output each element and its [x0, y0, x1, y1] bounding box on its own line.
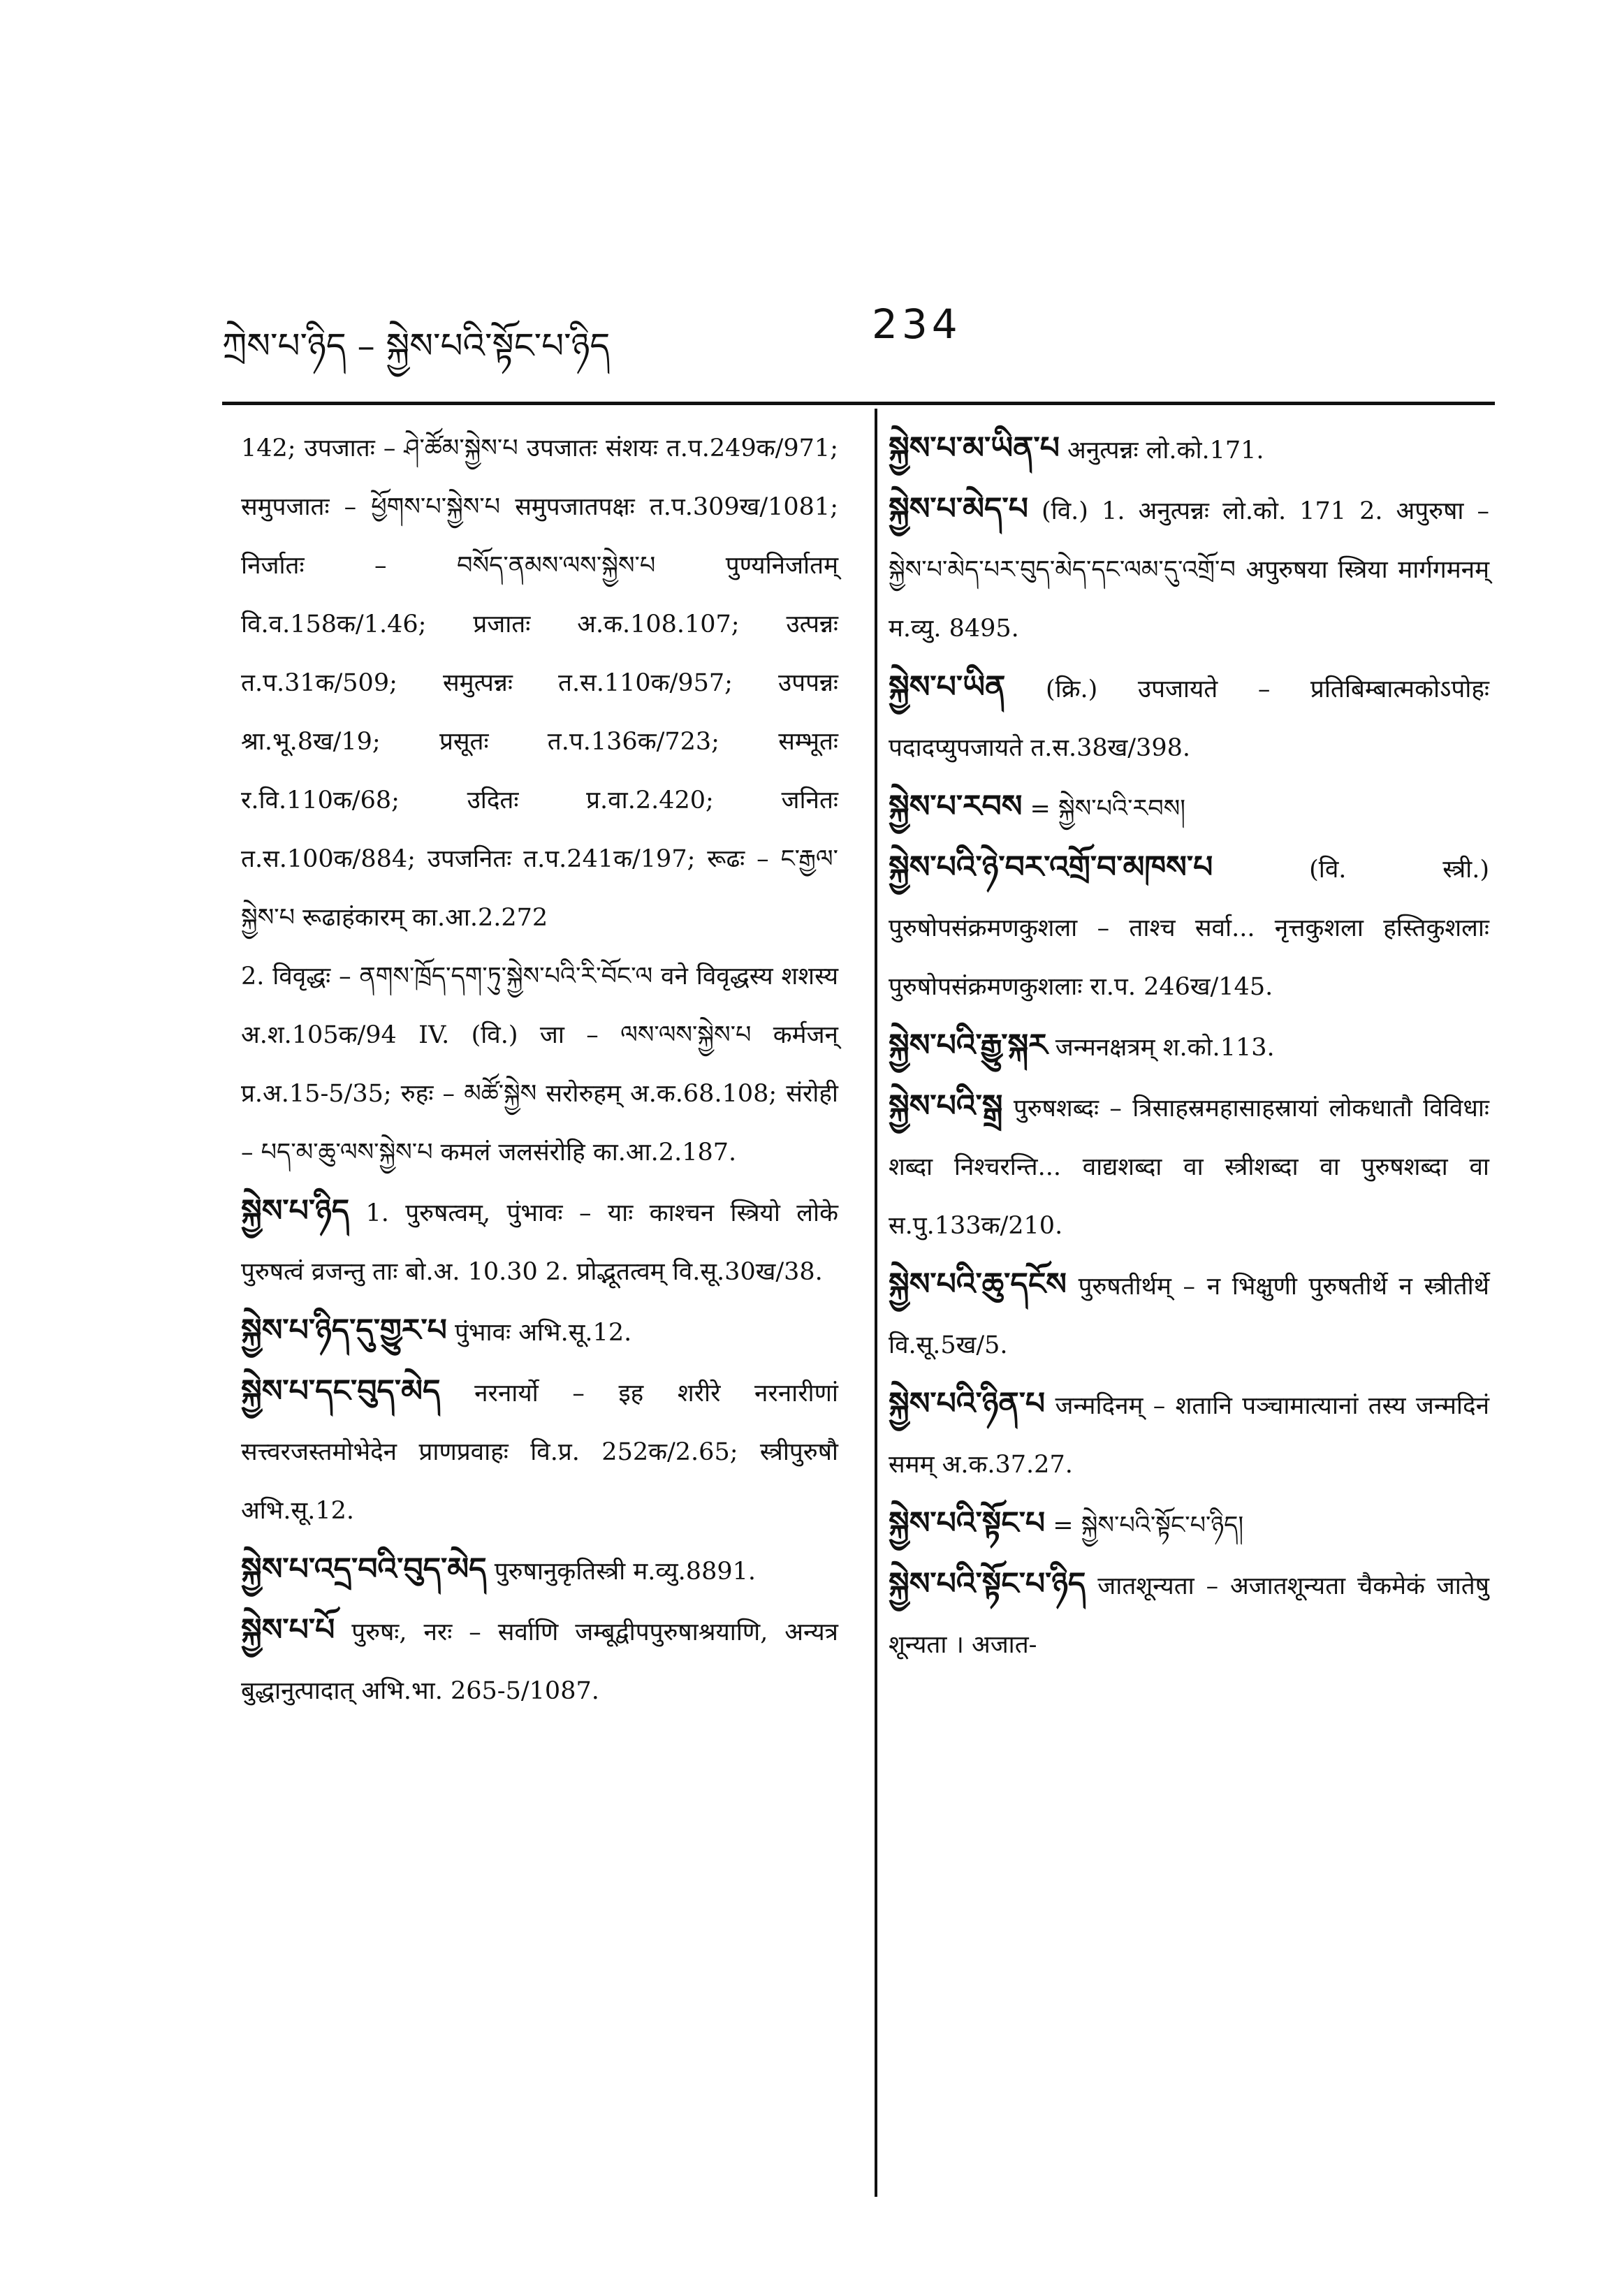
entry-headword: སྐྱེས་པའི་ཉིན་པ	[889, 1386, 1046, 1421]
entry-definition: नरनार्यो – इह शरीरे नरनारीणां सत्त्वरजस्तमोभेदेन प्राणप्रवाहः वि.प्र. 252क/2.65; स्त्रीपुरुषौ अभि.सू.12.	[241, 1380, 838, 1525]
entry-headword: སྐྱེས་པ་དང་བུད་མེད	[241, 1373, 441, 1409]
header-rule	[222, 402, 1495, 405]
continuation-paragraph: 2. विवृद्धः – ནགས་ཁྲོད་དག་ཏུ་སྐྱེས་པའི་རི་བོང་ལ वने विवृद्धस्य शशस्य अ.श.105क/94 IV. (वि.) जा – ལས་ལས་སྐྱེས་པ कर्मजन् प्र.अ.15-5/35; रुहः – མཚོ་སྐྱེས सरोरुहम् अ.क.68.108; संरोही – པད་མ་ཆུ་ལས་སྐྱེས་པ कमलं जलसंरोहि का.आ.2.187.	[241, 963, 838, 1167]
page-number: 234	[872, 300, 962, 348]
continuation-paragraph: 142; उपजातः – ཤེ་ཚོམ་སྐྱེས་པ उपजातः संशयः त.प.249क/971; समुपजातः – ཕྱོགས་པ་སྐྱེས་པ समुपजातपक्षः त.प.309ख/1081; निर्जातः – བསོད་ནམས་ལས་སྐྱེས་པ पुण्यनिर्जातम् वि.व.158क/1.46; प्रजातः अ.क.108.107; उत्पन्नः त.प.31क/509; समुत्पन्नः त.स.110क/957; उपपन्नः श्रा.भू.8ख/19; प्रसूतः त.प.136क/723; सम्भूतः र.वि.110क/68; उदितः प्र.वा.2.420; जनितः त.स.100क/884; उपजनितः त.प.241क/197; रूढः – ང་རྒྱལ་སྐྱེས་པ रूढाहंकारम् का.आ.2.272	[241, 434, 838, 932]
entry-definition: 1. पुरुषत्वम्, पुंभावः – याः काश्चन स्त्रियो लोके पुरुषत्वं व्रजन्तु ताः बो.अ. 10.30 2. प्रोद्भूतत्वम् वि.सू.30ख/38.	[241, 1199, 838, 1286]
dictionary-entry	[889, 480, 1489, 658]
entry-definition: (वि. स्त्री.) पुरुषोपसंक्रमणकुशला – ताश्च सर्वा... नृत्तकुशला हस्तिकुशलाः पुरुषोपसंक्रमणकुशलाः रा.प. 246ख/145.	[889, 856, 1489, 1001]
entry-headword: སྐྱེས་པ་ཡིན	[889, 669, 1006, 705]
entry-headword: སྐྱེས་པའི་ཆུ་དངོས	[889, 1266, 1067, 1302]
entry-definition: अनुत्पन्नः लो.को.171.	[1067, 437, 1264, 465]
entry-definition: जातशून्यता – अजातशून्यता चैकमेकं जातेषु शून्यता । अजात-	[889, 1572, 1489, 1659]
entry-headword: སྐྱེས་པ་པོ	[241, 1612, 335, 1648]
entry-headword: སྐྱེས་པའི་སྟོང་པ	[889, 1505, 1046, 1541]
dictionary-entry	[241, 1301, 838, 1362]
dictionary-entry	[241, 1540, 838, 1601]
column-divider	[875, 409, 877, 2197]
dictionary-entry	[889, 1375, 1489, 1494]
page-header	[222, 300, 1493, 366]
entry-headword: སྐྱེས་པ་འདྲ་བའི་བུད་མེད	[241, 1551, 487, 1587]
dictionary-entry	[889, 1555, 1489, 1674]
entry-headword: སྐྱེས་པ་མ་ཡིན་པ	[889, 430, 1060, 466]
dictionary-entry	[241, 1601, 838, 1720]
entry-headword: སྐྱེས་པའི་སྒྲ	[889, 1088, 1003, 1124]
dictionary-entry	[241, 1362, 838, 1540]
entry-definition: = སྐྱེས་པའི་སྟོང་པ་ཉིད།	[1053, 1512, 1244, 1540]
dictionary-entry	[889, 1494, 1489, 1555]
left-column	[241, 419, 838, 1720]
dictionary-entry	[889, 838, 1489, 1016]
entry-headword: སྐྱེས་པ་མེད་པ	[889, 491, 1028, 527]
entry-headword: སྐྱེས་པ་རབས	[889, 789, 1023, 824]
dictionary-entry	[889, 419, 1489, 480]
entry-definition: पुरुषानुकृतिस्त्री म.व्यु.8891.	[494, 1558, 756, 1586]
dictionary-entry	[889, 777, 1489, 838]
entry-headword: སྐྱེས་པ་ཉིད	[241, 1193, 350, 1229]
entry-headword: སྐྱེས་པ་ཉིད་དུ་གྱུར་པ	[241, 1312, 447, 1348]
entry-definition: पुरुषशब्दः – त्रिसाहस्रमहासाहस्रायां लोकधातौ विविधाः शब्दा निश्चरन्ति... वाद्यशब्दा वा स्त्रीशब्दा वा पुरुषशब्दा वा स.पु.133क/210.	[889, 1095, 1489, 1240]
dictionary-entry	[889, 1016, 1489, 1077]
entry-definition: पुरुषः, नरः – सर्वाणि जम्बूद्वीपपुरुषाश्रयाणि, अन्यत्र बुद्धानुत्पादात् अभि.भा. 265-5/1087.	[241, 1618, 838, 1705]
entry-definition: = སྐྱེས་པའི་རབས།	[1030, 795, 1186, 823]
entry-definition: पुरुषतीर्थम् – न भिक्षुणी पुरुषतीर्थे न स्त्रीतीर्थे वि.सू.5ख/5.	[889, 1273, 1489, 1359]
entry-definition: (क्रि.) उपजायते – प्रतिबिम्बात्मकोऽपोहः पदादप्युपजायते त.स.38ख/398.	[889, 675, 1489, 762]
running-header: ཀྲེས་པ་ཉིད – སྐྱེས་པའི་སྟོང་པ་ཉིད	[222, 326, 611, 366]
entry-headword: སྐྱེས་པའི་སྟོང་པ་ཉིད	[889, 1566, 1086, 1602]
dictionary-entry	[889, 1077, 1489, 1255]
entry-definition: जन्मदिनम् – शतानि पञ्चामात्यानां तस्य जन्मदिनं समम् अ.क.37.27.	[889, 1392, 1489, 1479]
dictionary-entry	[889, 1255, 1489, 1375]
entry-headword: སྐྱེས་པའི་རྒྱུ་སྐར	[889, 1028, 1048, 1063]
entry-definition: (वि.) 1. अनुत्पन्नः लो.को. 171 2. अपुरुषा – སྐྱེས་པ་མེད་པར་བུད་མེད་དང་ལམ་དུ་འགྲོ་བ अपुरुषया स्त्रिया मार्गगमनम् म.व्यु. 8495.	[889, 497, 1489, 643]
right-column	[889, 419, 1489, 1674]
entry-definition: पुंभावः अभि.सू.12.	[455, 1319, 632, 1347]
dictionary-entry	[889, 658, 1489, 777]
dictionary-entry	[241, 1182, 838, 1301]
entry-definition: जन्मनक्षत्रम् श.को.113.	[1055, 1034, 1275, 1062]
entry-headword: སྐྱེས་པའི་ཉེ་བར་འགྲོ་བ་མཁས་པ	[889, 849, 1213, 885]
